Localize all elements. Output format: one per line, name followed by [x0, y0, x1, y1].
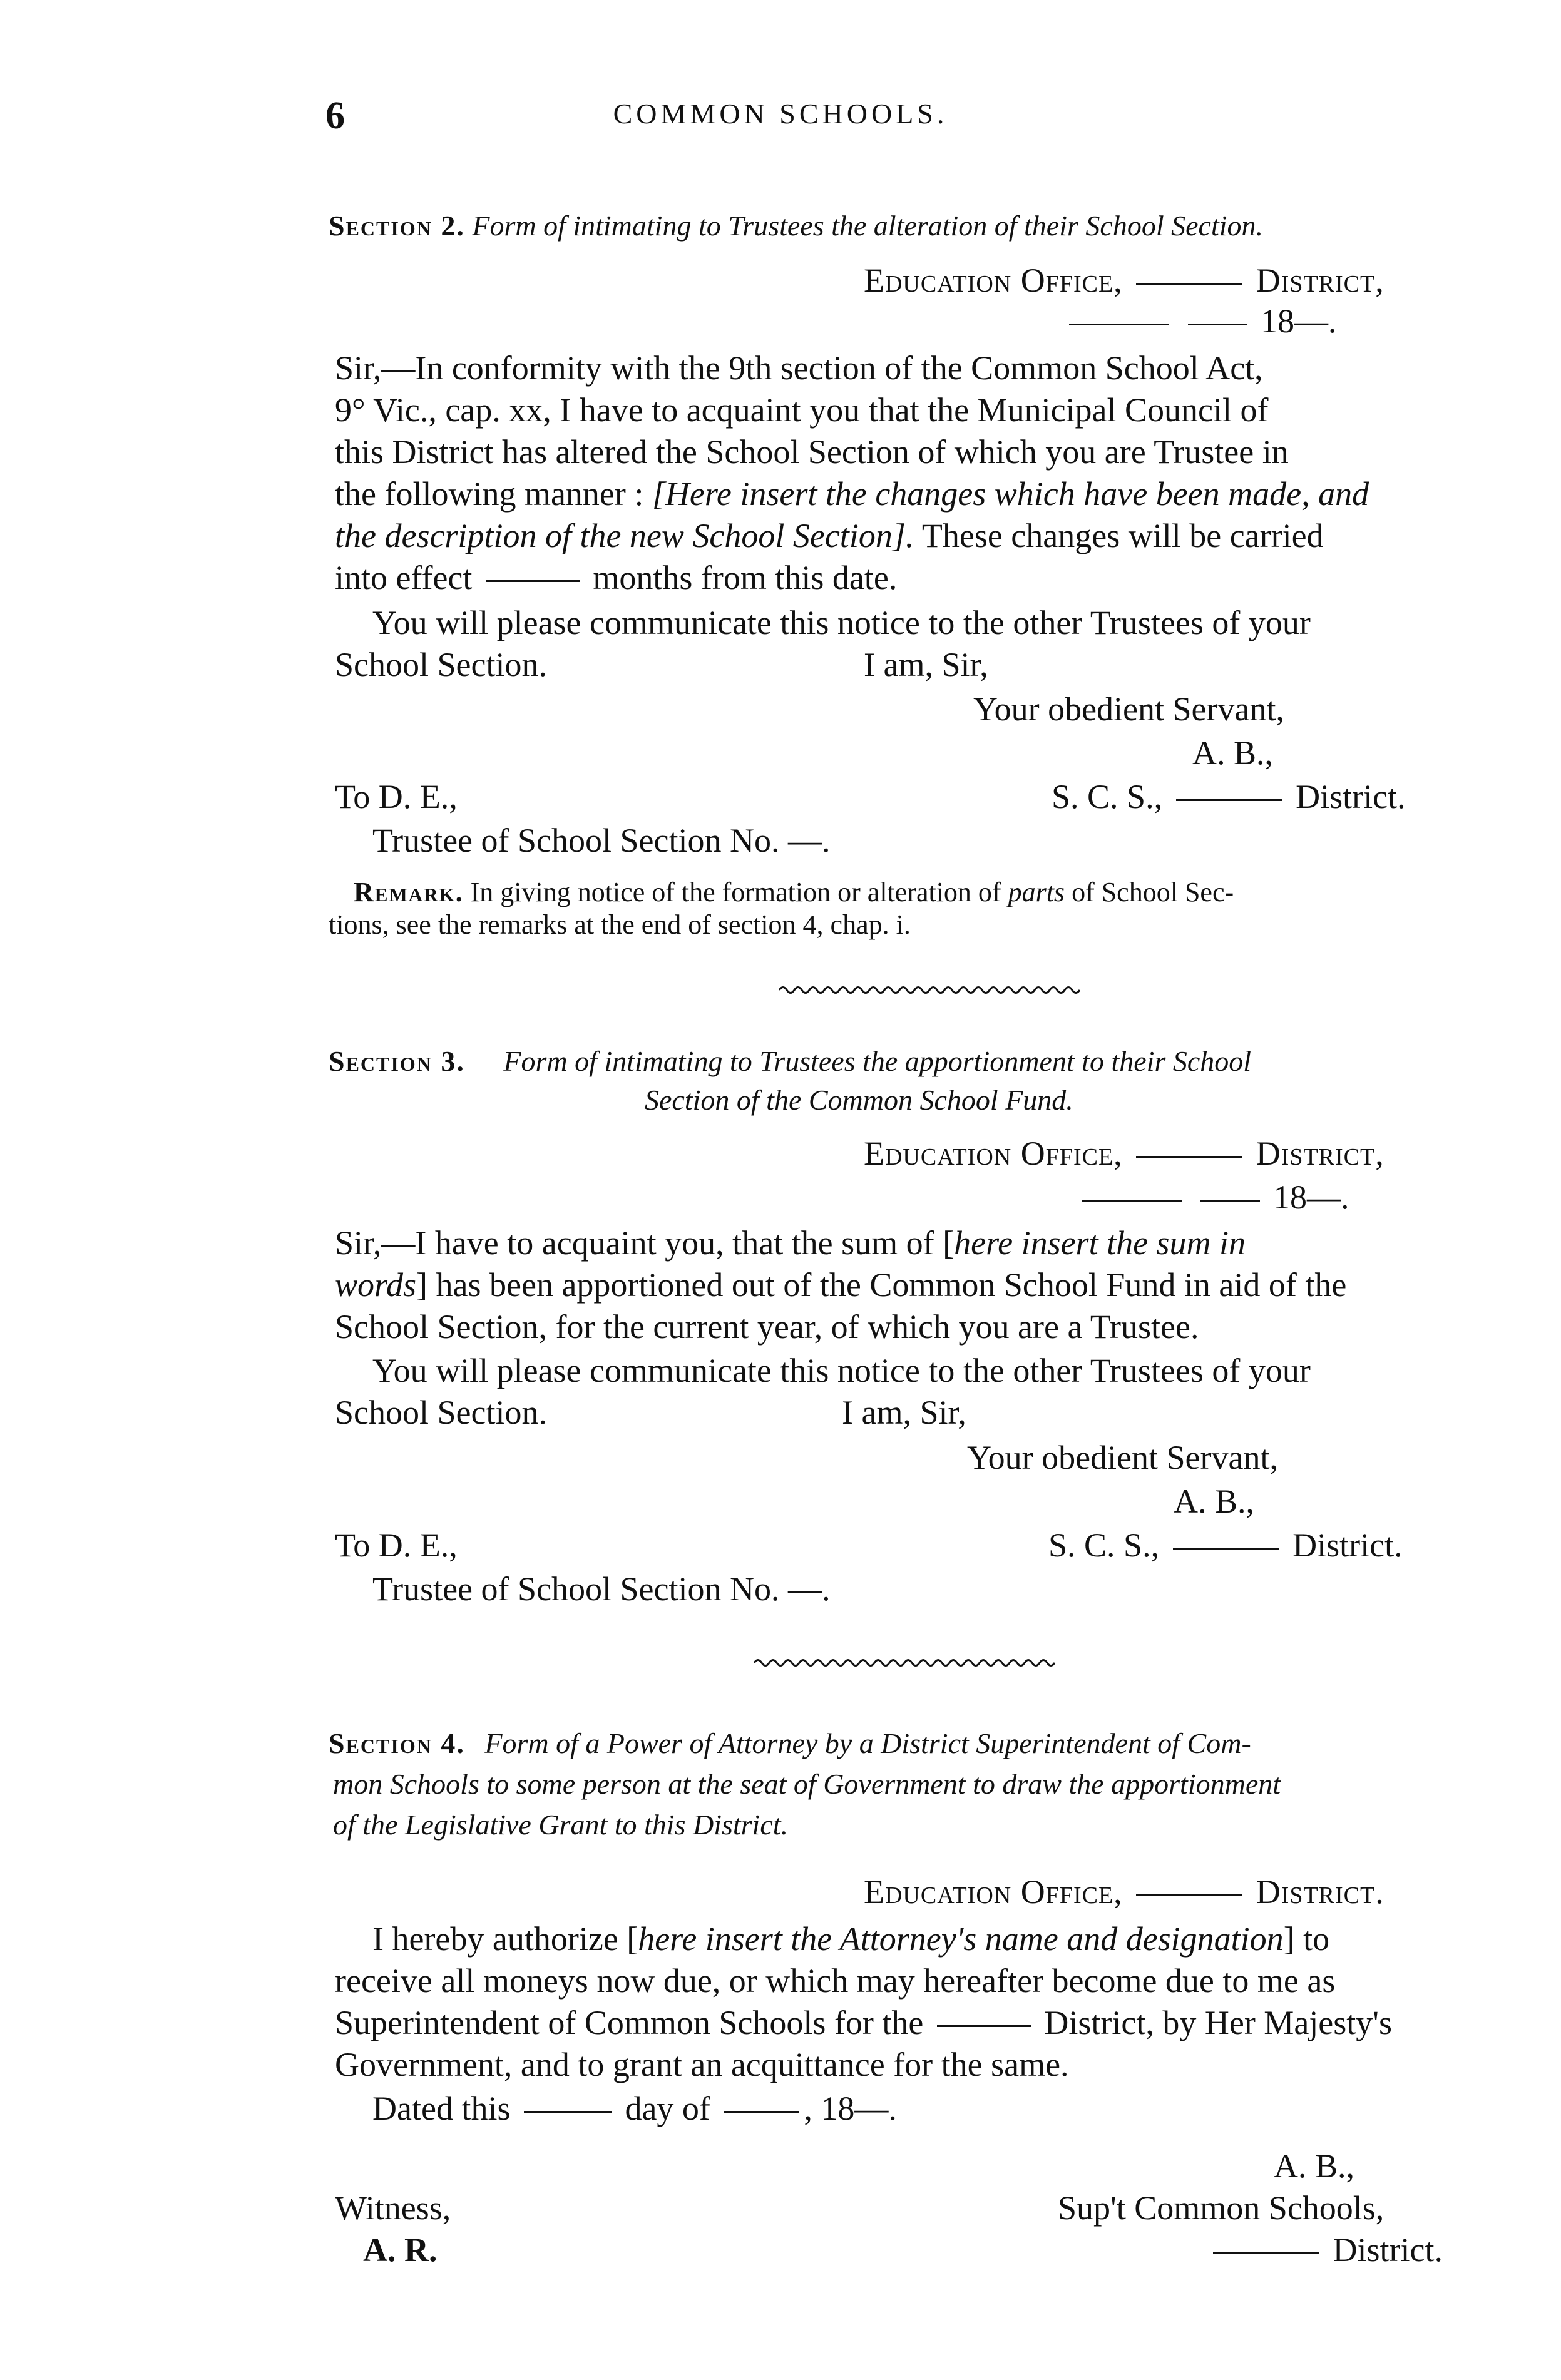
section-3-closing: I am, Sir, — [842, 1394, 966, 1431]
section-3-notice-line-1: You will please communicate this notice to the other Trustees of your — [372, 1352, 1311, 1389]
section-2-notice-line-2: School Section. — [335, 646, 547, 683]
section-4-day-of: day of — [625, 2090, 710, 2127]
section-4-body-insert: here insert the Attorney's name and designation — [638, 1920, 1284, 1958]
section-2-body-line-4 — [335, 473, 1369, 514]
section-2-servant: Your obedient Servant, — [973, 690, 1284, 728]
section-4-title-line-2 — [333, 1765, 1281, 1804]
section-2-body-effect: into effect — [335, 559, 473, 596]
section-3-district: District, — [1256, 1135, 1384, 1172]
section-4-witness: Witness, — [335, 2189, 451, 2227]
section-2-notice-line-1: You will please communicate this notice to the other Trustees of your — [372, 604, 1311, 641]
section-4-witness-name: A. R. — [363, 2231, 438, 2269]
section-3-to: To D. E., — [335, 1526, 458, 1564]
section-4-body-line-2: receive all moneys now due, or which may hereafter become due to me as — [335, 1962, 1336, 2000]
section-4-year: , 18—. — [804, 2090, 897, 2127]
section-4-office: Education Office, — [864, 1873, 1123, 1911]
section-3-notice-line-2: School Section. — [335, 1394, 547, 1431]
section-4-body-start: I hereby authorize [ — [372, 1920, 638, 1958]
section-3-title-line-2 — [645, 1081, 1073, 1120]
remark-parts: parts — [1008, 877, 1065, 907]
wavy-divider-1 — [779, 983, 1080, 998]
section-4-dated: Dated this — [372, 2090, 511, 2127]
section-3-initials: A. B., — [1174, 1483, 1255, 1520]
section-3-office-line — [864, 1133, 1384, 1174]
section-2-scs: S. C. S., — [1052, 778, 1163, 815]
section-3-label: Section 3. — [329, 1045, 465, 1077]
section-4-title-3: of the Legislative Grant to this District. — [333, 1809, 789, 1841]
section-2-office: Education Office, — [864, 262, 1123, 299]
section-2-body-insert: [Here insert the changes which have been made, and — [652, 475, 1369, 513]
section-2-date-line — [1064, 300, 1337, 342]
section-4-district: District. — [1256, 1873, 1384, 1911]
section-4-body-line-1 — [372, 1918, 1329, 1959]
section-2-body-line-5 — [335, 515, 1324, 556]
section-2-body-description: the description of the new School Section]. — [335, 517, 914, 554]
section-4-body-line-3 — [335, 2002, 1392, 2043]
section-2-closing: I am, Sir, — [864, 646, 988, 683]
section-3-title-1: Form of intimating to Trustees the apportionment to their School — [503, 1045, 1252, 1077]
section-3-body-words: words — [335, 1266, 417, 1304]
section-3-trustee: Trustee of School Section No. —. — [372, 1570, 831, 1608]
section-4-body-to: ] to — [1283, 1920, 1330, 1958]
page-number: 6 — [325, 94, 345, 137]
section-2-office-line — [864, 260, 1384, 301]
section-2-label: Section 2. — [329, 210, 465, 242]
section-2-body-months: months from this date. — [593, 559, 898, 596]
section-4-office-line — [864, 1871, 1384, 1913]
wavy-divider-2 — [754, 1655, 1055, 1670]
section-4-body-superintendent: Superintendent of Common Schools for the — [335, 2004, 924, 2041]
remark-label: Remark. — [354, 877, 464, 907]
section-2-body-manner: the following manner : — [335, 475, 644, 513]
section-2-body-line-3: this District has altered the School Section of which you are Trustee in — [335, 433, 1289, 471]
section-4-initials: A. B., — [1274, 2147, 1355, 2185]
section-3-scs-district: District. — [1292, 1526, 1403, 1564]
section-2-district: District, — [1256, 262, 1384, 299]
section-2-body-changes: These changes will be carried — [921, 517, 1324, 554]
section-3-body-start: Sir,—I have to acquaint you, that the sum of [ — [335, 1224, 955, 1262]
section-4-title-2: mon Schools to some person at the seat of Government to draw the apportionment — [333, 1768, 1281, 1800]
section-2-date: 18—. — [1261, 302, 1337, 340]
section-4-body-line-4: Government, and to grant an acquittance for the same. — [335, 2046, 1069, 2083]
section-4-supt-district-line — [1208, 2229, 1443, 2270]
section-2-body-line-6 — [335, 557, 897, 598]
section-3-body-line-1 — [335, 1222, 1246, 1264]
section-4-heading — [329, 1724, 1251, 1763]
section-4-title-line-3 — [333, 1805, 788, 1844]
remark-text-1: In giving notice of the formation or alteration of — [470, 877, 1001, 907]
section-3-scs-line — [1048, 1525, 1403, 1566]
section-2-scs-district: District. — [1296, 778, 1406, 815]
section-3-date-line — [1077, 1177, 1349, 1218]
section-2-heading — [329, 207, 1263, 245]
section-4-body-majesty: District, by Her Majesty's — [1044, 2004, 1393, 2041]
remark-text-2: of School Sec- — [1072, 877, 1234, 907]
section-2-body-line-2: 9° Vic., cap. xx, I have to acquaint you that the Municipal Council of — [335, 391, 1269, 429]
section-3-body-insert: here insert the sum in — [954, 1224, 1246, 1262]
section-3-office: Education Office, — [864, 1135, 1123, 1172]
section-3-body-line-3: School Section, for the current year, of which you are a Trustee. — [335, 1308, 1199, 1346]
section-2-to: To D. E., — [335, 778, 458, 815]
section-2-remark-line-1 — [354, 876, 1234, 909]
section-3-body-apportioned: ] has been apportioned out of the Common School Fund in aid of the — [416, 1266, 1347, 1304]
section-2-title: Form of intimating to Trustees the alteration of their School Section. — [472, 210, 1263, 242]
section-3-heading — [329, 1042, 1251, 1081]
section-4-supt: Sup't Common Schools, — [1058, 2189, 1384, 2227]
section-4-dated-line — [372, 2088, 897, 2129]
section-3-title-2: Section of the Common School Fund. — [645, 1084, 1073, 1116]
section-2-body-line-1: Sir,—In conformity with the 9th section of the Common School Act, — [335, 349, 1263, 387]
section-2-scs-line — [1052, 776, 1406, 817]
section-3-body-line-2 — [335, 1264, 1346, 1305]
section-4-title-1: Form of a Power of Attorney by a District Superintendent of Com- — [484, 1727, 1251, 1759]
section-2-remark-line-2: tions, see the remarks at the end of section 4, chap. i. — [329, 909, 911, 940]
section-3-servant: Your obedient Servant, — [967, 1439, 1278, 1476]
section-4-supt-district: District. — [1333, 2231, 1443, 2269]
section-3-scs: S. C. S., — [1048, 1526, 1160, 1564]
section-2-initials: A. B., — [1192, 734, 1274, 772]
section-2-trustee: Trustee of School Section No. —. — [372, 822, 831, 859]
section-3-date: 18—. — [1273, 1178, 1349, 1216]
running-title: COMMON SCHOOLS. — [613, 98, 948, 130]
section-4-label: Section 4. — [329, 1727, 465, 1759]
